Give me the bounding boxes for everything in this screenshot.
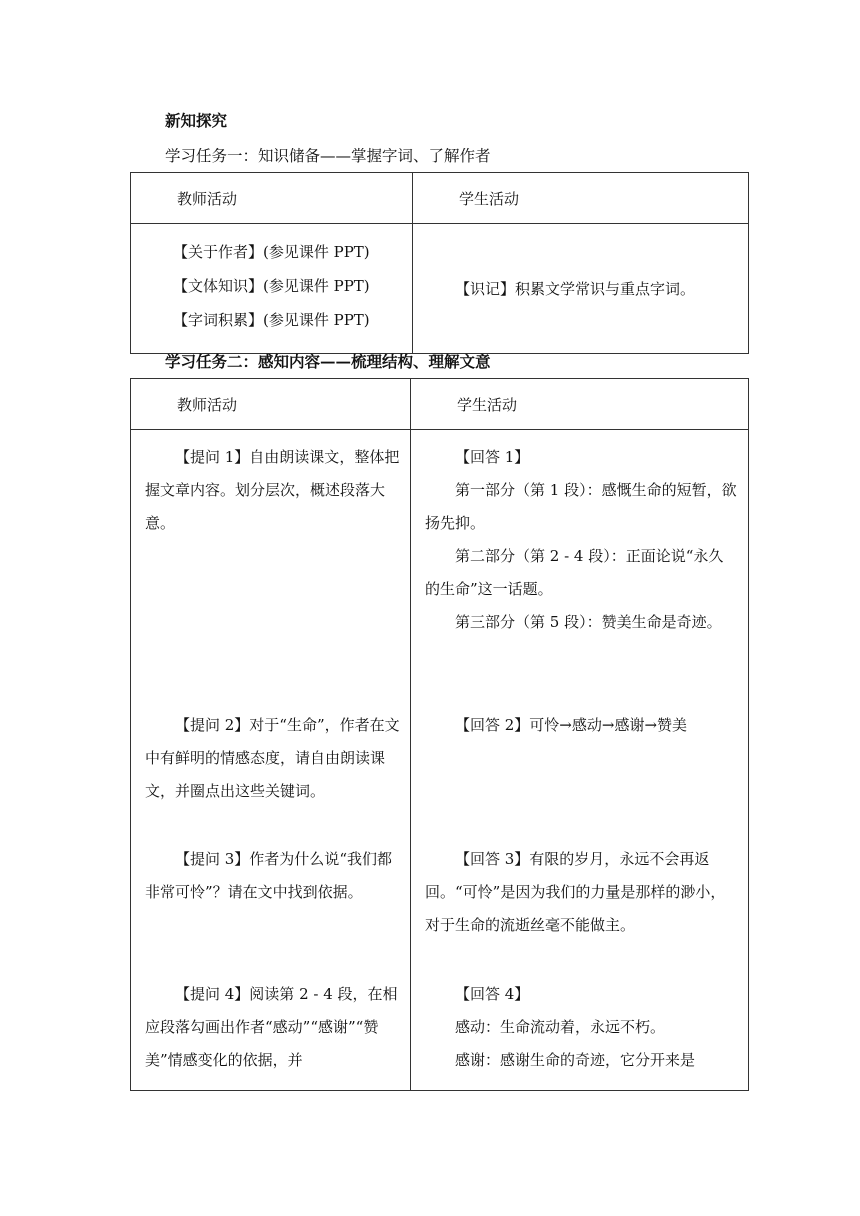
task2-header-row: [131, 379, 749, 430]
task2-teacher-cell: [131, 430, 411, 1091]
task1-content-row: [131, 224, 749, 354]
answer-4-part-2: 感谢：感谢生命的奇迹，它分开来是: [455, 1051, 696, 1069]
section-title: 新知探究: [165, 111, 228, 130]
question-1: 【提问 1】自由朗读课文，整体把握文章内容。划分层次，概述段落大意。: [145, 448, 400, 532]
task1-student-cell: [413, 224, 749, 354]
teacher-item-vocab: 【字词积累】(参见课件 PPT): [173, 311, 370, 329]
answer-1-part-3: 第三部分（第 5 段）：赞美生命是奇迹。: [455, 613, 722, 631]
task1-header-teacher: 教师活动: [131, 173, 413, 224]
task2-header-student: 学生活动: [411, 379, 749, 430]
task1-teacher-cell: [131, 224, 413, 354]
task2-header-teacher: 教师活动: [131, 379, 411, 430]
question-2: 【提问 2】对于“生命”，作者在文中有鲜明的情感态度，请自由朗读课文，并圈点出这些关键词。: [145, 716, 400, 800]
answer-4: [425, 978, 738, 1077]
answer-4-label: 【回答 4】: [455, 985, 530, 1003]
task1-title: 学习任务一：知识储备——掌握字词、了解作者: [165, 147, 491, 165]
task2-title: 学习任务二：感知内容——梳理结构、理解文意: [165, 352, 491, 371]
task2-table: [130, 378, 749, 1091]
answer-1-part-2: 第二部分（第 2 - 4 段）：正面论说“永久的生命”这一话题。: [425, 547, 724, 598]
task2-content-row: [131, 430, 749, 1091]
teacher-item-genre: 【文体知识】(参见课件 PPT): [173, 277, 370, 295]
answer-2: 【回答 2】可怜→感动→感谢→赞美: [455, 716, 688, 734]
task2-student-cell: [411, 430, 749, 1091]
task1-header-row: [131, 173, 749, 224]
answer-1-label: 【回答 1】: [455, 448, 530, 466]
task1-table: [130, 172, 749, 354]
answer-1-part-1: 第一部分（第 1 段）：感慨生命的短暂，欲扬先抑。: [425, 481, 737, 532]
teacher-item-author: 【关于作者】(参见课件 PPT): [173, 243, 370, 261]
question-4: 【提问 4】阅读第 2 - 4 段，在相应段落勾画出作者“感动”“感谢”“赞美”情感变化的依据，并: [145, 985, 398, 1069]
student-memorize-text: 【识记】积累文学常识与重点字词。: [455, 280, 696, 298]
question-3: 【提问 3】作者为什么说“我们都非常可怜”？请在文中找到依据。: [145, 850, 392, 901]
answer-3: 【回答 3】有限的岁月，永远不会再返回。“可怜”是因为我们的力量是那样的渺小，对于生命的流逝丝毫不能做主。: [425, 850, 726, 934]
task1-header-student: 学生活动: [413, 173, 749, 224]
answer-1: [425, 441, 738, 639]
answer-4-part-1: 感动：生命流动着，永远不朽。: [455, 1018, 666, 1036]
